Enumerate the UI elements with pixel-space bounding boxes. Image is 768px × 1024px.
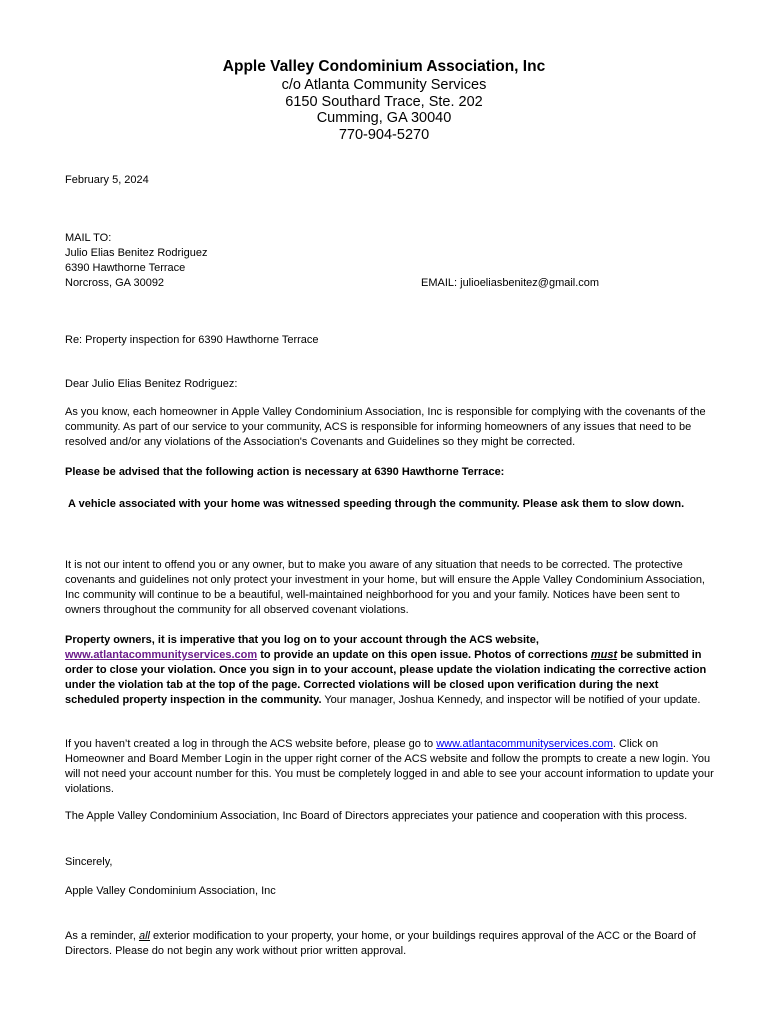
reminder-text-2: exterior modification to your property, your home, or your buildings requires approval of the ACC or the Board of Directors. Please do not begin any work without prior written approval. xyxy=(65,930,696,957)
violation-description: A vehicle associated with your home was witnessed speeding through the community. Please ask them to slow down. xyxy=(68,498,685,510)
update-instructions-paragraph xyxy=(65,633,710,708)
all-emphasis: all xyxy=(138,930,150,942)
phone-number: 770-904-5270 xyxy=(338,127,430,143)
closing: Sincerely, xyxy=(65,856,113,868)
advised-line: Please be advised that the following action is necessary at 6390 Hawthorne Terrace: xyxy=(65,466,505,478)
intro-paragraph: As you know, each homeowner in Apple Valley Condominium Association, Inc is responsible for complying with the covenants of the community. As part of our service to your community, ACS is responsible for informing homeowners of any issues that need to be resolved and/or any violations of the Association's Covenants and Guidelines so they might be corrected. xyxy=(65,406,706,448)
recipient-city: Norcross, GA 30092 xyxy=(65,277,165,289)
mail-to-label: MAIL TO: xyxy=(65,232,112,244)
recipient-street: 6390 Hawthorne Terrace xyxy=(65,262,186,274)
acs-website-link-2[interactable]: www.atlantacommunityservices.com xyxy=(436,738,613,750)
acs-website-link[interactable]: www.atlantacommunityservices.com xyxy=(65,649,258,661)
intent-paragraph: It is not our intent to offend you or any owner, but to make you aware of any situation that needs to be corrected. The protective covenants and guidelines not only protect your investment in your home, but will ensure the Apple Valley Condominium Association, Inc community will continue to be a beautiful, well-maintained neighborhood for you and your family. Notices have been sent to owners throughout the community for all observed covenant violations. xyxy=(65,559,705,616)
address-line-2: Cumming, GA 30040 xyxy=(316,110,452,126)
update-text-4: Your manager, Joshua Kennedy, and inspector will be notified of your update. xyxy=(321,694,701,706)
update-text-1: Property owners, it is imperative that you log on to your account through the ACS website, xyxy=(65,634,539,646)
login-text-2: . Click on Homeowner and Board Member Login in the upper right corner of the ACS website and follow the prompts to create a new login. You will not need your account number for this. You must be completely logged in and able to see your account information to update your violations. xyxy=(65,738,714,795)
login-text-1: If you haven’t created a log in through the ACS website before, please go to xyxy=(65,738,437,750)
reminder-paragraph xyxy=(65,929,715,959)
reminder-text-1: As a reminder, xyxy=(65,930,139,942)
care-of-line: c/o Atlanta Community Services xyxy=(281,77,487,93)
must-emphasis: must xyxy=(590,649,618,661)
update-text-2: to provide an update on this open issue. Photos of corrections xyxy=(257,649,591,661)
organization-name: Apple Valley Condominium Association, Inc xyxy=(222,58,546,75)
recipient-email: EMAIL: julioeliasbenitez@gmail.com xyxy=(421,277,600,289)
address-line-1: 6150 Southard Trace, Ste. 202 xyxy=(285,94,483,110)
signature: Apple Valley Condominium Association, Inc xyxy=(65,885,276,897)
salutation: Dear Julio Elias Benitez Rodriguez: xyxy=(65,378,238,390)
recipient-name: Julio Elias Benitez Rodriguez xyxy=(65,247,208,259)
re-line: Re: Property inspection for 6390 Hawthorne Terrace xyxy=(65,334,319,346)
login-help-paragraph xyxy=(65,737,715,797)
update-text-3: be submitted in order to close your violation. Once you sign in to your account, please update the violation indicating the corrective action under the violation tab at the top of the page. Corrected violations will be closed upon verification during the next scheduled property inspection in the community. xyxy=(65,649,707,706)
letter-date: February 5, 2024 xyxy=(65,174,149,186)
appreciation-paragraph: The Apple Valley Condominium Association, Inc Board of Directors appreciates your patience and cooperation with this process. xyxy=(65,810,688,822)
